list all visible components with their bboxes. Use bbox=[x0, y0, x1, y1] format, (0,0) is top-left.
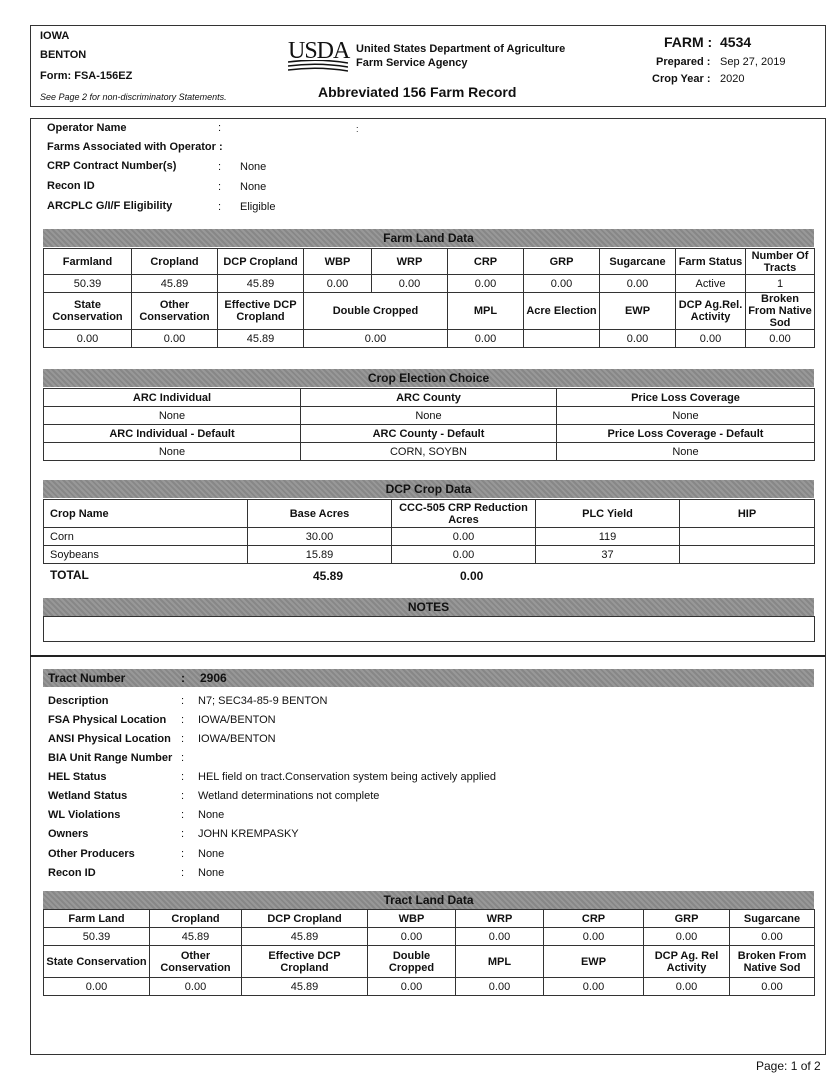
tract-land-header: Other Conservation bbox=[150, 946, 242, 978]
tract-field-label: HEL Status bbox=[48, 771, 107, 783]
farm-land-value: 45.89 bbox=[218, 275, 304, 293]
colon: : bbox=[218, 161, 222, 173]
tract-land-header: State Conservation bbox=[44, 946, 150, 978]
tract-land-value: 0.00 bbox=[730, 978, 815, 996]
tract-land-value: 45.89 bbox=[150, 928, 242, 946]
tract-field-label: Recon ID bbox=[48, 867, 96, 879]
dcp-total-base: 45.89 bbox=[313, 569, 344, 583]
agency-line-2: Farm Service Agency bbox=[356, 57, 468, 69]
crop-year-label: Crop Year : bbox=[652, 73, 711, 85]
tract-land-header: Double Cropped bbox=[368, 946, 456, 978]
crop-election-header: ARC County - Default bbox=[301, 425, 557, 443]
tract-land-value: 0.00 bbox=[730, 928, 815, 946]
tract-field-label: Other Producers bbox=[48, 848, 135, 860]
farm-land-value: 0.00 bbox=[448, 275, 524, 293]
dcp-crop-table bbox=[43, 499, 815, 564]
crop-election-value: None bbox=[557, 443, 815, 461]
dcp-crop-cell: 37 bbox=[536, 546, 680, 564]
farm-land-header: Broken From Native Sod bbox=[746, 293, 815, 330]
tract-field-value: None bbox=[198, 809, 225, 821]
farm-land-header: Number Of Tracts bbox=[746, 249, 815, 275]
farm-land-header: Other Conservation bbox=[132, 293, 218, 330]
colon: : bbox=[181, 733, 185, 745]
notes-title: NOTES bbox=[43, 598, 814, 616]
farm-land-value: 45.89 bbox=[132, 275, 218, 293]
colon: : bbox=[181, 790, 185, 802]
county-name: BENTON bbox=[40, 49, 87, 61]
farm-land-table bbox=[43, 248, 815, 348]
tract-land-value: 0.00 bbox=[456, 928, 544, 946]
record-title: Abbreviated 156 Farm Record bbox=[318, 84, 517, 100]
statement-note: See Page 2 for non-discriminatory Statements. bbox=[40, 92, 227, 102]
tract-field-label: Owners bbox=[48, 828, 89, 840]
table-row bbox=[44, 546, 815, 564]
table-row bbox=[44, 528, 815, 546]
colon: : bbox=[218, 201, 222, 213]
farm-label: FARM : bbox=[664, 34, 713, 50]
tract-land-header: MPL bbox=[456, 946, 544, 978]
tract-number-bar bbox=[43, 669, 814, 687]
colon: : bbox=[181, 714, 185, 726]
farm-land-value: 0.00 bbox=[600, 330, 676, 348]
tract-land-value: 0.00 bbox=[44, 978, 150, 996]
tract-land-header: Effective DCP Cropland bbox=[242, 946, 368, 978]
tract-field-value: IOWA/BENTON bbox=[198, 714, 276, 726]
colon: : bbox=[218, 181, 222, 193]
recon-id-label: Recon ID bbox=[47, 180, 95, 192]
colon: : bbox=[181, 867, 185, 879]
arcplc-value: Eligible bbox=[240, 201, 276, 213]
colon: : bbox=[181, 828, 185, 840]
tract-land-value: 0.00 bbox=[544, 928, 644, 946]
farm-land-value: 0.00 bbox=[304, 275, 372, 293]
tract-land-header: WBP bbox=[368, 910, 456, 928]
farm-land-header: State Conservation bbox=[44, 293, 132, 330]
notes-box bbox=[43, 616, 815, 642]
tract-land-header: GRP bbox=[644, 910, 730, 928]
farm-land-value: 0.00 bbox=[524, 275, 600, 293]
farm-land-header: Farm Status bbox=[676, 249, 746, 275]
tract-land-header: Broken From Native Sod bbox=[730, 946, 815, 978]
farm-land-value: 0.00 bbox=[132, 330, 218, 348]
crp-contract-label: CRP Contract Number(s) bbox=[47, 160, 177, 172]
dcp-total-reduction: 0.00 bbox=[460, 569, 484, 583]
farm-land-header: EWP bbox=[600, 293, 676, 330]
tract-number-value: 2906 bbox=[200, 671, 227, 685]
farm-land-header: WBP bbox=[304, 249, 372, 275]
crop-election-header: ARC County bbox=[301, 389, 557, 407]
tract-land-header: DCP Ag. Rel Activity bbox=[644, 946, 730, 978]
tract-land-header: Farm Land bbox=[44, 910, 150, 928]
tract-land-header: DCP Cropland bbox=[242, 910, 368, 928]
dcp-crop-cell: 15.89 bbox=[248, 546, 392, 564]
farm-land-value: 50.39 bbox=[44, 275, 132, 293]
tract-field-value: None bbox=[198, 848, 225, 860]
tract-land-header: WRP bbox=[456, 910, 544, 928]
farm-land-header: CRP bbox=[448, 249, 524, 275]
farm-land-header: DCP Cropland bbox=[218, 249, 304, 275]
tract-land-value: 45.89 bbox=[242, 978, 368, 996]
tract-number-label: Tract Number bbox=[48, 671, 126, 685]
farm-land-header: Farmland bbox=[44, 249, 132, 275]
form-number: Form: FSA-156EZ bbox=[40, 70, 133, 82]
farm-land-header: WRP bbox=[372, 249, 448, 275]
dcp-crop-cell: 0.00 bbox=[392, 528, 536, 546]
farm-land-header: Sugarcane bbox=[600, 249, 676, 275]
dcp-crop-cell bbox=[680, 528, 815, 546]
colon: : bbox=[181, 771, 185, 783]
farm-land-value: 0.00 bbox=[372, 275, 448, 293]
arcplc-label: ARCPLC G/I/F Eligibility bbox=[47, 200, 173, 212]
usda-logo-lines-icon bbox=[288, 60, 348, 74]
farm-land-header: MPL bbox=[448, 293, 524, 330]
dcp-crop-cell: 119 bbox=[536, 528, 680, 546]
tract-land-value: 0.00 bbox=[644, 928, 730, 946]
usda-logo: USDA bbox=[288, 38, 350, 64]
colon: : bbox=[356, 124, 359, 134]
farm-land-header: GRP bbox=[524, 249, 600, 275]
crop-election-table bbox=[43, 388, 815, 461]
farm-land-title: Farm Land Data bbox=[43, 229, 814, 247]
dcp-crop-cell: 30.00 bbox=[248, 528, 392, 546]
dcp-crop-header: CCC-505 CRP Reduction Acres bbox=[392, 500, 536, 528]
crp-contract-value: None bbox=[240, 161, 267, 173]
crop-election-value: None bbox=[557, 407, 815, 425]
farm-land-value: Active bbox=[676, 275, 746, 293]
crop-year-value: 2020 bbox=[720, 73, 745, 85]
tract-land-value: 0.00 bbox=[150, 978, 242, 996]
crop-election-value: None bbox=[44, 443, 301, 461]
tract-land-value: 0.00 bbox=[544, 978, 644, 996]
colon: : bbox=[181, 671, 185, 685]
tract-land-value: 0.00 bbox=[456, 978, 544, 996]
tract-field-label: ANSI Physical Location bbox=[48, 733, 171, 745]
operator-name-label: Operator Name bbox=[47, 122, 127, 134]
tract-land-value: 0.00 bbox=[368, 928, 456, 946]
farm-land-value: 1 bbox=[746, 275, 815, 293]
farm-land-header: Cropland bbox=[132, 249, 218, 275]
agency-line-1: United States Department of Agriculture bbox=[356, 43, 566, 55]
section-divider bbox=[30, 655, 825, 657]
farm-land-header: Double Cropped bbox=[304, 293, 448, 330]
farms-associated-label: Farms Associated with Operator : bbox=[47, 141, 223, 153]
dcp-crop-title: DCP Crop Data bbox=[43, 480, 814, 498]
farm-land-header: DCP Ag.Rel. Activity bbox=[676, 293, 746, 330]
tract-field-label: Description bbox=[48, 695, 109, 707]
tract-land-value: 0.00 bbox=[644, 978, 730, 996]
tract-field-label: Wetland Status bbox=[48, 790, 128, 802]
tract-land-value: 0.00 bbox=[368, 978, 456, 996]
tract-field-value: JOHN KREMPASKY bbox=[198, 828, 299, 840]
crop-election-header: Price Loss Coverage - Default bbox=[557, 425, 815, 443]
colon: : bbox=[181, 809, 185, 821]
tract-land-table bbox=[43, 909, 815, 996]
tract-land-value: 50.39 bbox=[44, 928, 150, 946]
tract-field-value: Wetland determinations not complete bbox=[198, 790, 380, 802]
dcp-crop-cell: Corn bbox=[44, 528, 248, 546]
farm-land-value: 0.00 bbox=[304, 330, 448, 348]
tract-field-value: N7; SEC34-85-9 BENTON bbox=[198, 695, 328, 707]
farm-land-value: 45.89 bbox=[218, 330, 304, 348]
crop-election-header: Price Loss Coverage bbox=[557, 389, 815, 407]
colon: : bbox=[218, 122, 222, 134]
tract-field-value: IOWA/BENTON bbox=[198, 733, 276, 745]
dcp-crop-cell: Soybeans bbox=[44, 546, 248, 564]
tract-land-title: Tract Land Data bbox=[43, 891, 814, 909]
farm-land-header: Effective DCP Cropland bbox=[218, 293, 304, 330]
tract-field-label: FSA Physical Location bbox=[48, 714, 167, 726]
crop-election-title: Crop Election Choice bbox=[43, 369, 814, 387]
state-name: IOWA bbox=[40, 30, 70, 42]
farm-land-value: 0.00 bbox=[746, 330, 815, 348]
crop-election-header: ARC Individual bbox=[44, 389, 301, 407]
farm-number: 4534 bbox=[720, 34, 752, 50]
colon: : bbox=[181, 848, 185, 860]
crop-election-value: None bbox=[44, 407, 301, 425]
farm-land-header: Acre Election bbox=[524, 293, 600, 330]
farm-land-value: 0.00 bbox=[44, 330, 132, 348]
tract-land-header: CRP bbox=[544, 910, 644, 928]
colon: : bbox=[181, 695, 185, 707]
dcp-crop-cell bbox=[680, 546, 815, 564]
tract-land-header: Sugarcane bbox=[730, 910, 815, 928]
farm-land-value: 0.00 bbox=[600, 275, 676, 293]
page-number: Page: 1 of 2 bbox=[756, 1059, 821, 1073]
crop-election-value: None bbox=[301, 407, 557, 425]
dcp-crop-header: Crop Name bbox=[44, 500, 248, 528]
dcp-crop-header: Base Acres bbox=[248, 500, 392, 528]
tract-land-header: EWP bbox=[544, 946, 644, 978]
dcp-crop-header: HIP bbox=[680, 500, 815, 528]
farm-land-value: 0.00 bbox=[676, 330, 746, 348]
tract-land-value: 45.89 bbox=[242, 928, 368, 946]
farm-land-value: 0.00 bbox=[448, 330, 524, 348]
dcp-crop-cell: 0.00 bbox=[392, 546, 536, 564]
tract-field-value: HEL field on tract.Conservation system being actively applied bbox=[198, 771, 496, 783]
colon: : bbox=[181, 752, 185, 764]
tract-field-value: None bbox=[198, 867, 225, 879]
recon-id-value: None bbox=[240, 181, 267, 193]
dcp-crop-header: PLC Yield bbox=[536, 500, 680, 528]
tract-field-label: BIA Unit Range Number bbox=[48, 752, 173, 764]
tract-land-header: Cropland bbox=[150, 910, 242, 928]
prepared-value: Sep 27, 2019 bbox=[720, 56, 786, 68]
crop-election-header: ARC Individual - Default bbox=[44, 425, 301, 443]
dcp-total-label: TOTAL bbox=[50, 568, 89, 582]
farm-land-value bbox=[524, 330, 600, 348]
tract-field-label: WL Violations bbox=[48, 809, 121, 821]
prepared-label: Prepared : bbox=[656, 56, 711, 68]
crop-election-value: CORN, SOYBN bbox=[301, 443, 557, 461]
